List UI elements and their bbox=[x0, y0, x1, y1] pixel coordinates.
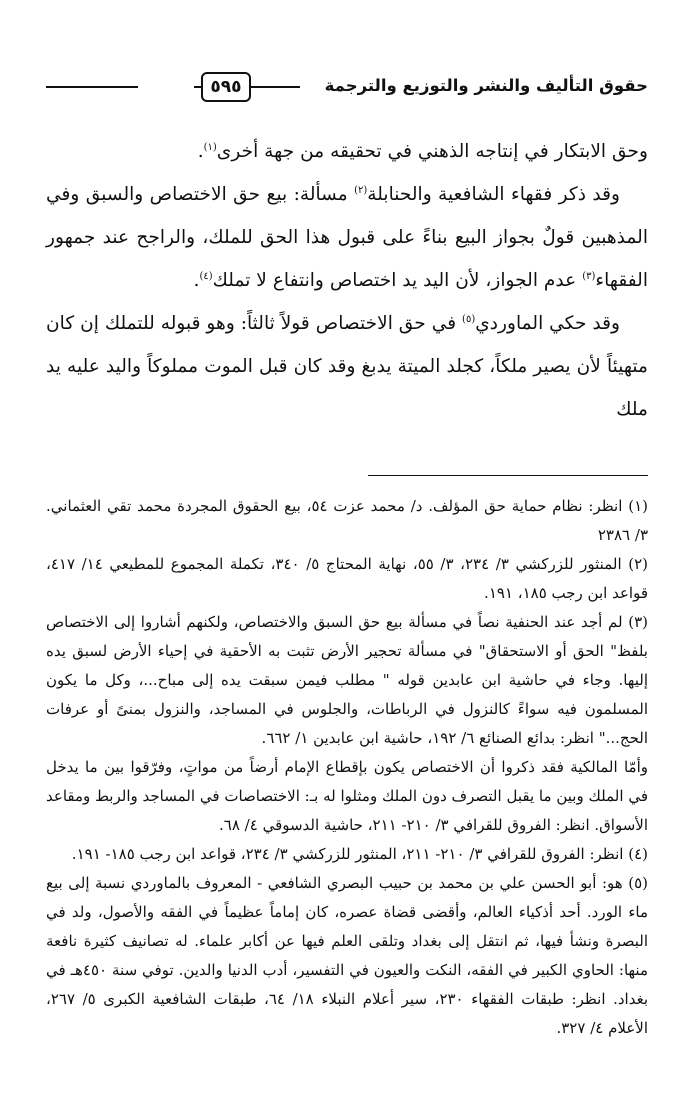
footnote-ref-1: (١) bbox=[203, 141, 217, 153]
footnote-ref-5: (٥) bbox=[462, 313, 476, 325]
footnote-4: (٤) انظر: الفروق للقرافي ٣/ ٢١٠- ٢١١، المنثور للزركشي ٣/ ٢٣٤، قواعد ابن رجب ١٨٥- ١٩١. bbox=[71, 845, 648, 863]
page-number: ٥٩٥ bbox=[201, 72, 251, 102]
footnotes bbox=[46, 492, 648, 1043]
main-text bbox=[46, 130, 648, 431]
header-rule-left bbox=[46, 86, 138, 88]
paragraph-2: وقد ذكر فقهاء الشافعية والحنابلة$^{(٢)}$ مسألة: بيع حق الاختصاص والسبق وفي المذهبين قولٌ بجواز البيع بناءً على قبول هذا الحق للملك، والراجح عند جمهور الفقهاء$^{(٣)}$ عدم الجواز، لأن اليد يد اختصاص وانتفاع لا تملك$^{(٤)}$. bbox=[46, 184, 648, 291]
footnote-ref-2: (٢) bbox=[354, 184, 368, 196]
paragraph-1: وحق الابتكار في إنتاجه الذهني في تحقيقه من جهة أخرى$^{(١)}$. bbox=[197, 141, 648, 162]
footnote-3: (٣) لم أجد عند الحنفية نصاً في مسألة بيع حق السبق والاختصاص، ولكنهم أشاروا إلى الاختصاص بلفظ" الحق أو الاستحقاق" في مسألة تحجير الأرض تثبت به الأحقية في إحياء الأرض لسبق يده إليها. وجاء في حاشية ابن عابدين قوله " مطلب فيمن سبقت يده إلى مباح...، وكل ما يكون المسلمون فيه سواءً كالنزول في الرباطات، والجلوس في المساجد، والنزول بمنىً أو عرفات الحج..." انظر: بدائع الصنائع ٦/ ١٩٢، حاشية ابن عابدين ١/ ٦٦٢. bbox=[46, 613, 648, 747]
running-title: حقوق التأليف والنشر والتوزيع والترجمة bbox=[324, 76, 648, 95]
footnote-ref-3: (٣) bbox=[582, 270, 596, 282]
footnote-5: (٥) هو: أبو الحسن علي بن محمد بن حبيب البصري الشافعي - المعروف بالماوردي نسبة إلى بيع ماء الورد. أحد أذكياء العالم، وأقضى قضاة عصره، كان إماماً عظيماً في الفقه والأصول، ولد في البصرة ونشأ فيها، ثم انتقل إلى بغداد وتلقى العلم فيها عن أكابر علماء. له تصانيف كثيرة نافعة منها: الحاوي الكبير في الفقه، النكت والعيون في التفسير، أدب الدنيا والدين. توفي سنة ٤٥٠هـ في بغداد. انظر: طبقات الفقهاء ٢٣٠، سير أعلام النبلاء ١٨/ ٦٤، طبقات الشافعية الكبرى ٥/ ٢٦٧، الأعلام ٤/ ٣٢٧. bbox=[46, 874, 648, 1037]
footnote-separator bbox=[368, 475, 648, 476]
footnote-ref-4: (٤) bbox=[199, 270, 213, 282]
running-header bbox=[46, 70, 648, 106]
footnote-3-continued: وأمّا المالكية فقد ذكروا أن الاختصاص يكون بإقطاع الإمام أرضاً من مواتٍ، وفرّقوا بين ما يدخل في الملك وبين ما يقبل التصرف دون الملك ومثلوا له بـ: الاختصاصات في المساجد والربط ومقاعد الأسواق. انظر: الفروق للقرافي ٣/ ٢١٠- ٢١١، حاشية الدسوقي ٤/ ٦٨. bbox=[46, 758, 648, 834]
footnote-2: (٢) المنثور للزركشي ٣/ ٢٣٤، ٣/ ٥٥، نهاية المحتاج ٥/ ٣٤٠، تكملة المجموع للمطيعي ١٤/ ٤١٧، قواعد ابن رجب ١٨٥، ١٩١. bbox=[46, 555, 648, 602]
book-page bbox=[46, 70, 648, 1094]
paragraph-3: وقد حكي الماوردي$^{(٥)}$ في حق الاختصاص قولاً ثالثاً: وهو قبوله للتملك إن كان متهيئاً لأن يصير ملكاً، كجلد الميتة يدبغ وقد كان قبل الموت مملوكاً واليد عليه يد ملك bbox=[46, 313, 648, 420]
footnote-1: (١) انظر: نظام حماية حق المؤلف. د/ محمد عزت ٥٤، بيع الحقوق المجردة محمد تقي العثماني. ٣/ ٢٣٨٦ bbox=[46, 497, 648, 544]
